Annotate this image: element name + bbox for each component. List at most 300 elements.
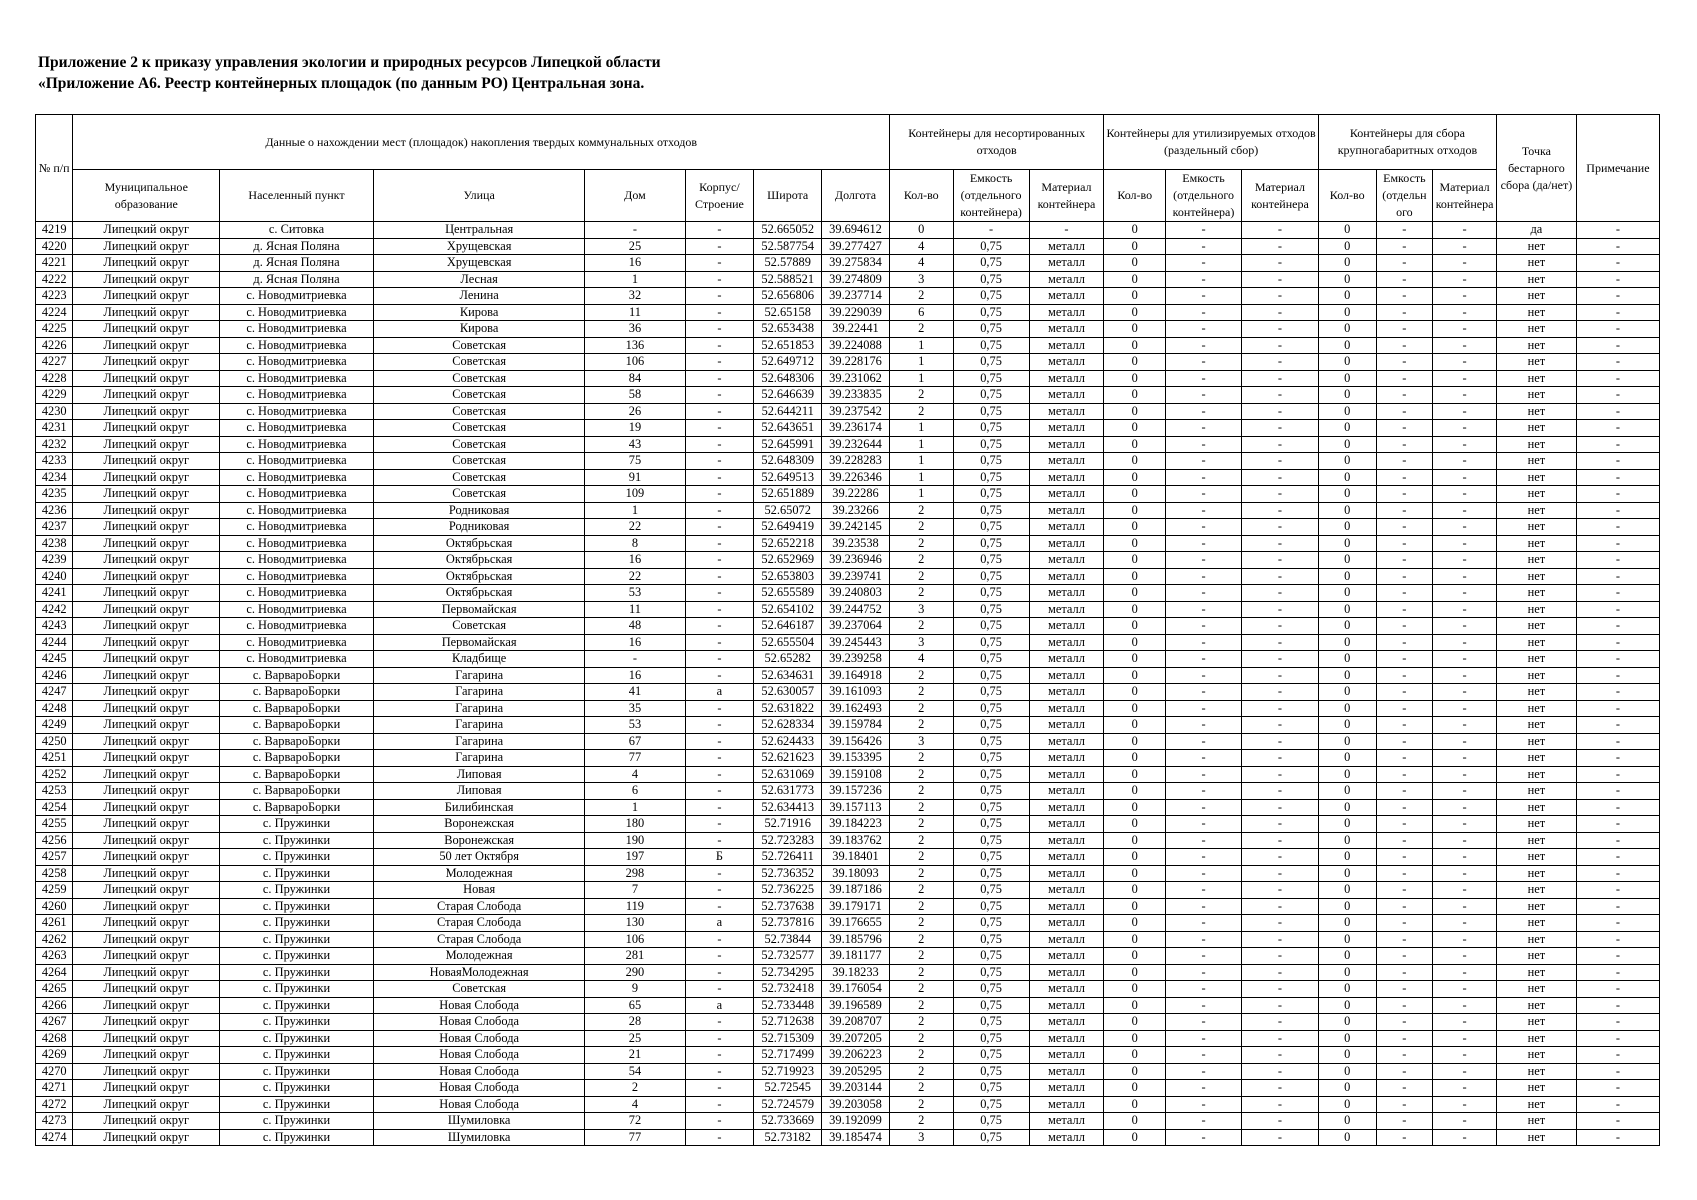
cell-bulky-material: -: [1433, 453, 1497, 470]
cell-num: 4228: [36, 370, 73, 387]
cell-lat: 52.652969: [754, 552, 822, 569]
title-line-1: Приложение 2 к приказу управления экологии и природных ресурсов Липецкой области: [38, 54, 661, 71]
cell-recycle-capacity: -: [1166, 354, 1242, 371]
cell-building: -: [685, 255, 754, 272]
table-row: [36, 238, 1660, 255]
cell-num: 4269: [36, 1047, 73, 1064]
cell-street: Первомайская: [373, 634, 584, 651]
cell-bulky-material: -: [1433, 486, 1497, 503]
cell-recycle-count: 0: [1104, 1113, 1166, 1130]
cell-unsorted-count: 2: [889, 766, 953, 783]
cell-bulky-material: -: [1433, 700, 1497, 717]
cell-num: 4254: [36, 799, 73, 816]
cell-settlement: с. Новодмитриевка: [220, 585, 374, 602]
cell-note: -: [1576, 1080, 1659, 1097]
cell-unsorted-material: металл: [1029, 733, 1104, 750]
cell-building: -: [685, 1063, 754, 1080]
cell-lon: 39.157113: [822, 799, 890, 816]
cell-building: -: [685, 585, 754, 602]
cell-unsorted-capacity: 0,75: [953, 618, 1029, 635]
cell-unsorted-capacity: 0,75: [953, 1014, 1029, 1031]
cell-bulky-material: -: [1433, 997, 1497, 1014]
cell-recycle-capacity: -: [1166, 1096, 1242, 1113]
cell-unsorted-capacity: 0,75: [953, 948, 1029, 965]
cell-note: -: [1576, 750, 1659, 767]
cell-unsorted-capacity: 0,75: [953, 568, 1029, 585]
cell-unsorted-capacity: 0,75: [953, 1030, 1029, 1047]
cell-recycle-count: 0: [1104, 849, 1166, 866]
cell-building: -: [685, 535, 754, 552]
cell-num: 4268: [36, 1030, 73, 1047]
cell-bulky-capacity: -: [1376, 304, 1433, 321]
cell-recycle-material: -: [1241, 750, 1318, 767]
cell-num: 4263: [36, 948, 73, 965]
cell-lat: 52.724579: [754, 1096, 822, 1113]
cell-recycle-material: -: [1241, 1096, 1318, 1113]
cell-unsorted-capacity: 0,75: [953, 321, 1029, 338]
cell-recycle-material: -: [1241, 354, 1318, 371]
cell-bulky-capacity: -: [1376, 502, 1433, 519]
cell-recycle-material: -: [1241, 733, 1318, 750]
cell-municipality: Липецкий округ: [73, 1129, 220, 1146]
cell-lat: 52.643651: [754, 420, 822, 437]
cell-recycle-count: 0: [1104, 1047, 1166, 1064]
cell-free-point: нет: [1496, 255, 1576, 272]
cell-recycle-material: -: [1241, 766, 1318, 783]
cell-recycle-count: 0: [1104, 519, 1166, 536]
cell-municipality: Липецкий округ: [73, 783, 220, 800]
cell-unsorted-capacity: 0,75: [953, 1080, 1029, 1097]
cell-municipality: Липецкий округ: [73, 222, 220, 239]
cell-settlement: с. Пружинки: [220, 1113, 374, 1130]
cell-recycle-material: -: [1241, 255, 1318, 272]
cell-recycle-count: 0: [1104, 750, 1166, 767]
cell-municipality: Липецкий округ: [73, 486, 220, 503]
cell-recycle-capacity: -: [1166, 865, 1242, 882]
cell-unsorted-count: 2: [889, 403, 953, 420]
cell-unsorted-material: металл: [1029, 816, 1104, 833]
cell-num: 4223: [36, 288, 73, 305]
table-row: [36, 288, 1660, 305]
cell-bulky-material: -: [1433, 981, 1497, 998]
cell-municipality: Липецкий округ: [73, 700, 220, 717]
cell-house: 77: [585, 750, 685, 767]
cell-free-point: нет: [1496, 502, 1576, 519]
cell-unsorted-material: металл: [1029, 436, 1104, 453]
cell-house: 16: [585, 552, 685, 569]
cell-unsorted-capacity: 0,75: [953, 337, 1029, 354]
table-row: [36, 832, 1660, 849]
cell-bulky-count: 0: [1318, 354, 1376, 371]
cell-recycle-count: 0: [1104, 865, 1166, 882]
cell-recycle-material: -: [1241, 799, 1318, 816]
cell-bulky-material: -: [1433, 519, 1497, 536]
cell-recycle-material: -: [1241, 684, 1318, 701]
cell-municipality: Липецкий округ: [73, 304, 220, 321]
cell-bulky-material: -: [1433, 552, 1497, 569]
cell-building: -: [685, 403, 754, 420]
cell-settlement: с. Новодмитриевка: [220, 370, 374, 387]
cell-building: -: [685, 766, 754, 783]
cell-unsorted-count: 1: [889, 337, 953, 354]
cell-bulky-capacity: -: [1376, 255, 1433, 272]
cell-recycle-capacity: -: [1166, 436, 1242, 453]
cell-building: -: [685, 865, 754, 882]
cell-num: 4233: [36, 453, 73, 470]
cell-lat: 52.648306: [754, 370, 822, 387]
cell-unsorted-material: металл: [1029, 304, 1104, 321]
cell-unsorted-material: металл: [1029, 1113, 1104, 1130]
cell-free-point: нет: [1496, 288, 1576, 305]
cell-bulky-count: 0: [1318, 370, 1376, 387]
cell-unsorted-material: металл: [1029, 1129, 1104, 1146]
cell-house: 41: [585, 684, 685, 701]
cell-recycle-capacity: -: [1166, 1113, 1242, 1130]
table-row: [36, 667, 1660, 684]
cell-bulky-material: -: [1433, 601, 1497, 618]
cell-note: -: [1576, 568, 1659, 585]
cell-num: 4249: [36, 717, 73, 734]
cell-unsorted-material: металл: [1029, 915, 1104, 932]
cell-municipality: Липецкий округ: [73, 469, 220, 486]
cell-num: 4272: [36, 1096, 73, 1113]
cell-bulky-capacity: -: [1376, 288, 1433, 305]
cell-unsorted-count: 2: [889, 849, 953, 866]
cell-unsorted-capacity: 0,75: [953, 1096, 1029, 1113]
cell-note: -: [1576, 816, 1659, 833]
cell-num: 4243: [36, 618, 73, 635]
cell-unsorted-material: металл: [1029, 865, 1104, 882]
cell-bulky-material: -: [1433, 271, 1497, 288]
cell-lat: 52.651853: [754, 337, 822, 354]
cell-unsorted-material: металл: [1029, 255, 1104, 272]
cell-free-point: нет: [1496, 948, 1576, 965]
cell-free-point: нет: [1496, 766, 1576, 783]
cell-unsorted-capacity: 0,75: [953, 898, 1029, 915]
cell-unsorted-capacity: 0,75: [953, 931, 1029, 948]
cell-unsorted-material: металл: [1029, 964, 1104, 981]
cell-municipality: Липецкий округ: [73, 1047, 220, 1064]
cell-recycle-capacity: -: [1166, 370, 1242, 387]
cell-lon: 39.240803: [822, 585, 890, 602]
cell-settlement: с. Новодмитриевка: [220, 601, 374, 618]
cell-note: -: [1576, 271, 1659, 288]
cell-recycle-count: 0: [1104, 370, 1166, 387]
cell-house: 58: [585, 387, 685, 404]
cell-municipality: Липецкий округ: [73, 733, 220, 750]
cell-recycle-material: -: [1241, 931, 1318, 948]
cell-bulky-material: -: [1433, 403, 1497, 420]
cell-recycle-count: 0: [1104, 700, 1166, 717]
cell-free-point: нет: [1496, 271, 1576, 288]
cell-lat: 52.654102: [754, 601, 822, 618]
cell-lat: 52.653803: [754, 568, 822, 585]
cell-bulky-capacity: -: [1376, 436, 1433, 453]
cell-note: -: [1576, 997, 1659, 1014]
cell-recycle-count: 0: [1104, 882, 1166, 899]
cell-settlement: с. ВарвароБорки: [220, 700, 374, 717]
cell-settlement: с. Новодмитриевка: [220, 568, 374, 585]
cell-house: 106: [585, 354, 685, 371]
cell-unsorted-material: металл: [1029, 783, 1104, 800]
cell-recycle-material: -: [1241, 568, 1318, 585]
cell-bulky-count: 0: [1318, 453, 1376, 470]
title-line-2: «Приложение А6. Реестр контейнерных площадок (по данным РО) Центральная зона.: [38, 75, 645, 92]
cell-free-point: нет: [1496, 1129, 1576, 1146]
cell-unsorted-capacity: 0,75: [953, 1047, 1029, 1064]
cell-recycle-capacity: -: [1166, 799, 1242, 816]
cell-lon: 39.176655: [822, 915, 890, 932]
cell-bulky-count: 0: [1318, 1096, 1376, 1113]
cell-unsorted-material: металл: [1029, 552, 1104, 569]
cell-unsorted-capacity: 0,75: [953, 634, 1029, 651]
cell-recycle-capacity: -: [1166, 255, 1242, 272]
cell-recycle-capacity: -: [1166, 271, 1242, 288]
cell-free-point: нет: [1496, 453, 1576, 470]
cell-recycle-capacity: -: [1166, 288, 1242, 305]
cell-unsorted-material: металл: [1029, 684, 1104, 701]
cell-lat: 52.624433: [754, 733, 822, 750]
cell-bulky-capacity: -: [1376, 882, 1433, 899]
cell-lat: 52.736352: [754, 865, 822, 882]
cell-unsorted-material: металл: [1029, 271, 1104, 288]
cell-bulky-material: -: [1433, 799, 1497, 816]
cell-street: Билибинская: [373, 799, 584, 816]
cell-settlement: с. Новодмитриевка: [220, 535, 374, 552]
table-row: [36, 321, 1660, 338]
cell-municipality: Липецкий округ: [73, 1080, 220, 1097]
cell-street: Октябрьская: [373, 535, 584, 552]
cell-unsorted-capacity: 0,75: [953, 997, 1029, 1014]
cell-note: -: [1576, 255, 1659, 272]
cell-house: 36: [585, 321, 685, 338]
table-row: [36, 700, 1660, 717]
cell-unsorted-capacity: 0,75: [953, 816, 1029, 833]
cell-street: Шумиловка: [373, 1113, 584, 1130]
cell-lat: 52.651889: [754, 486, 822, 503]
cell-building: -: [685, 618, 754, 635]
cell-bulky-material: -: [1433, 535, 1497, 552]
cell-recycle-count: 0: [1104, 997, 1166, 1014]
header-recycle-material: Материал контейнера: [1241, 170, 1318, 222]
cell-recycle-material: -: [1241, 1047, 1318, 1064]
cell-free-point: нет: [1496, 1030, 1576, 1047]
cell-lat: 52.649419: [754, 519, 822, 536]
cell-bulky-count: 0: [1318, 849, 1376, 866]
cell-municipality: Липецкий округ: [73, 1030, 220, 1047]
cell-unsorted-material: металл: [1029, 1063, 1104, 1080]
cell-unsorted-material: металл: [1029, 519, 1104, 536]
cell-recycle-material: -: [1241, 585, 1318, 602]
cell-recycle-material: -: [1241, 700, 1318, 717]
cell-lon: 39.277427: [822, 238, 890, 255]
cell-building: -: [685, 981, 754, 998]
cell-unsorted-capacity: 0,75: [953, 502, 1029, 519]
cell-municipality: Липецкий округ: [73, 684, 220, 701]
cell-free-point: нет: [1496, 535, 1576, 552]
cell-lon: 39.22441: [822, 321, 890, 338]
cell-building: -: [685, 733, 754, 750]
cell-settlement: с. Пружинки: [220, 997, 374, 1014]
cell-unsorted-count: 2: [889, 618, 953, 635]
cell-settlement: с. Новодмитриевка: [220, 486, 374, 503]
cell-house: 6: [585, 783, 685, 800]
cell-building: -: [685, 519, 754, 536]
cell-recycle-material: -: [1241, 601, 1318, 618]
cell-house: 25: [585, 238, 685, 255]
cell-bulky-count: 0: [1318, 304, 1376, 321]
cell-recycle-material: -: [1241, 1113, 1318, 1130]
cell-municipality: Липецкий округ: [73, 717, 220, 734]
cell-unsorted-capacity: -: [953, 222, 1029, 239]
cell-note: -: [1576, 321, 1659, 338]
cell-recycle-material: -: [1241, 403, 1318, 420]
cell-recycle-material: -: [1241, 288, 1318, 305]
header-unsorted-capacity: Емкость (отдельного контейнера): [953, 170, 1029, 222]
cell-building: -: [685, 750, 754, 767]
cell-bulky-capacity: -: [1376, 717, 1433, 734]
cell-lat: 52.732577: [754, 948, 822, 965]
cell-settlement: с. Пружинки: [220, 1096, 374, 1113]
cell-lon: 39.228283: [822, 453, 890, 470]
cell-bulky-count: 0: [1318, 931, 1376, 948]
cell-num: 4256: [36, 832, 73, 849]
cell-num: 4250: [36, 733, 73, 750]
cell-recycle-capacity: -: [1166, 898, 1242, 915]
cell-lat: 52.736225: [754, 882, 822, 899]
cell-bulky-count: 0: [1318, 948, 1376, 965]
cell-note: -: [1576, 964, 1659, 981]
cell-recycle-count: 0: [1104, 354, 1166, 371]
cell-house: 109: [585, 486, 685, 503]
cell-lat: 52.631822: [754, 700, 822, 717]
cell-recycle-capacity: -: [1166, 321, 1242, 338]
cell-bulky-capacity: -: [1376, 766, 1433, 783]
cell-recycle-capacity: -: [1166, 1030, 1242, 1047]
cell-unsorted-material: металл: [1029, 387, 1104, 404]
cell-municipality: Липецкий округ: [73, 799, 220, 816]
cell-unsorted-material: металл: [1029, 601, 1104, 618]
cell-recycle-capacity: -: [1166, 750, 1242, 767]
cell-municipality: Липецкий округ: [73, 370, 220, 387]
table-row: [36, 733, 1660, 750]
cell-bulky-material: -: [1433, 783, 1497, 800]
cell-lon: 39.226346: [822, 469, 890, 486]
cell-recycle-count: 0: [1104, 964, 1166, 981]
cell-free-point: нет: [1496, 618, 1576, 635]
cell-house: 298: [585, 865, 685, 882]
cell-municipality: Липецкий округ: [73, 766, 220, 783]
cell-unsorted-material: металл: [1029, 1080, 1104, 1097]
cell-settlement: с. Пружинки: [220, 1129, 374, 1146]
table-row: [36, 453, 1660, 470]
cell-lat: 52.645991: [754, 436, 822, 453]
cell-municipality: Липецкий округ: [73, 882, 220, 899]
cell-unsorted-count: 2: [889, 1030, 953, 1047]
cell-settlement: с. ВарвароБорки: [220, 733, 374, 750]
table-row: [36, 915, 1660, 932]
cell-municipality: Липецкий округ: [73, 981, 220, 998]
cell-unsorted-capacity: 0,75: [953, 1063, 1029, 1080]
cell-street: Молодежная: [373, 865, 584, 882]
cell-bulky-material: -: [1433, 502, 1497, 519]
cell-bulky-capacity: -: [1376, 387, 1433, 404]
cell-lon: 39.192099: [822, 1113, 890, 1130]
cell-lat: 52.648309: [754, 453, 822, 470]
cell-num: 4255: [36, 816, 73, 833]
cell-num: 4252: [36, 766, 73, 783]
cell-unsorted-material: -: [1029, 222, 1104, 239]
cell-recycle-capacity: -: [1166, 700, 1242, 717]
cell-unsorted-count: 1: [889, 354, 953, 371]
cell-bulky-capacity: -: [1376, 486, 1433, 503]
cell-municipality: Липецкий округ: [73, 1096, 220, 1113]
cell-bulky-capacity: -: [1376, 1014, 1433, 1031]
cell-unsorted-material: металл: [1029, 370, 1104, 387]
cell-bulky-count: 0: [1318, 766, 1376, 783]
cell-unsorted-material: металл: [1029, 981, 1104, 998]
cell-free-point: нет: [1496, 420, 1576, 437]
cell-bulky-count: 0: [1318, 486, 1376, 503]
cell-house: 28: [585, 1014, 685, 1031]
cell-lat: 52.653438: [754, 321, 822, 338]
table-row: [36, 766, 1660, 783]
cell-settlement: с. Пружинки: [220, 849, 374, 866]
cell-num: 4239: [36, 552, 73, 569]
cell-note: -: [1576, 733, 1659, 750]
table-row: [36, 651, 1660, 668]
cell-house: 72: [585, 1113, 685, 1130]
cell-bulky-capacity: -: [1376, 354, 1433, 371]
cell-recycle-capacity: -: [1166, 238, 1242, 255]
table-row: [36, 337, 1660, 354]
cell-settlement: с. Новодмитриевка: [220, 337, 374, 354]
cell-house: 77: [585, 1129, 685, 1146]
table-row: [36, 502, 1660, 519]
cell-bulky-count: 0: [1318, 997, 1376, 1014]
cell-unsorted-count: 2: [889, 783, 953, 800]
cell-recycle-count: 0: [1104, 486, 1166, 503]
cell-bulky-capacity: -: [1376, 601, 1433, 618]
cell-unsorted-capacity: 0,75: [953, 255, 1029, 272]
cell-bulky-capacity: -: [1376, 552, 1433, 569]
cell-unsorted-material: металл: [1029, 799, 1104, 816]
cell-settlement: с. Пружинки: [220, 898, 374, 915]
cell-house: 22: [585, 519, 685, 536]
cell-lon: 39.179171: [822, 898, 890, 915]
cell-building: -: [685, 601, 754, 618]
cell-unsorted-count: 2: [889, 1047, 953, 1064]
cell-house: 16: [585, 667, 685, 684]
cell-bulky-capacity: -: [1376, 931, 1433, 948]
cell-bulky-material: -: [1433, 370, 1497, 387]
table-row: [36, 849, 1660, 866]
cell-bulky-count: 0: [1318, 981, 1376, 998]
cell-street: Советская: [373, 387, 584, 404]
cell-unsorted-material: металл: [1029, 321, 1104, 338]
cell-lat: 52.57889: [754, 255, 822, 272]
cell-num: 4231: [36, 420, 73, 437]
cell-lon: 39.275834: [822, 255, 890, 272]
cell-municipality: Липецкий округ: [73, 403, 220, 420]
cell-recycle-capacity: -: [1166, 403, 1242, 420]
cell-recycle-material: -: [1241, 832, 1318, 849]
cell-num: 4244: [36, 634, 73, 651]
cell-lon: 39.206223: [822, 1047, 890, 1064]
cell-house: -: [585, 651, 685, 668]
cell-lat: 52.646187: [754, 618, 822, 635]
cell-recycle-count: 0: [1104, 238, 1166, 255]
